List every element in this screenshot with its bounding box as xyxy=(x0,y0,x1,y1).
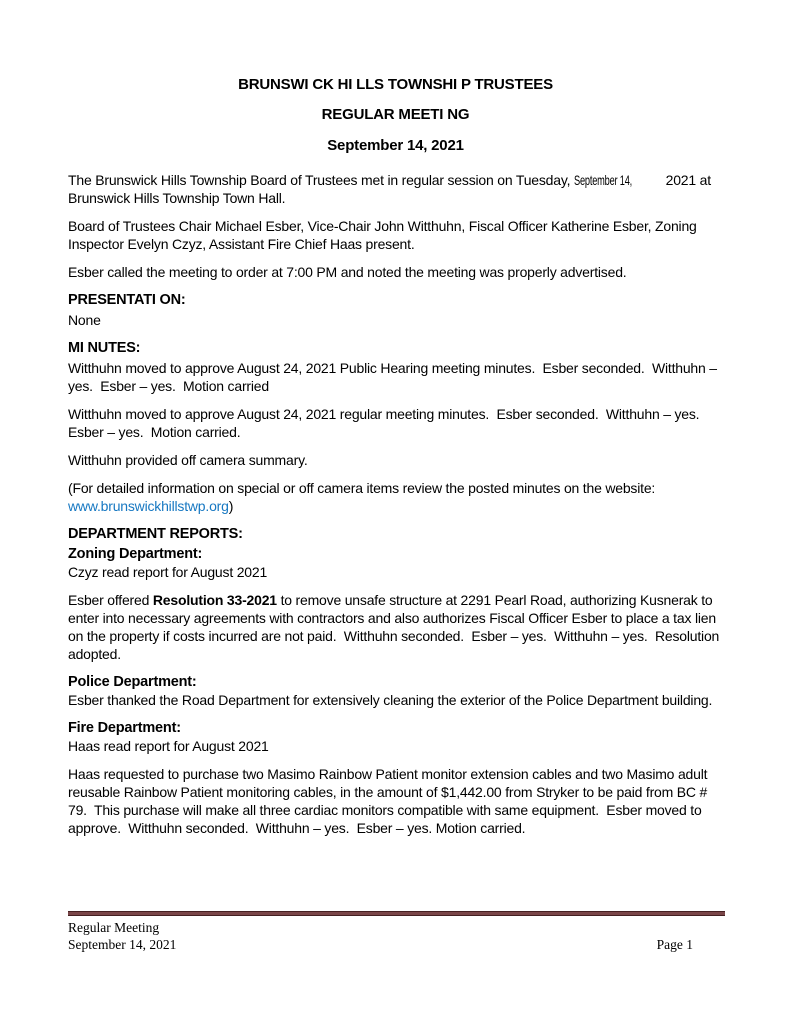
fire-purchase-paragraph: Haas requested to purchase two Masimo Rainbow Patient monitor extension cables and two Masimo adult reusable Rainbow Patient monitoring cables, in the amount of $1,442.00 from Stryker to be paid from BC # 79. This purchase will make all three cardiac monitors compatible with same equipment. Esber moved to approve. Witthuhn seconded. Witthuhn – yes. Esber – yes. Motion carried. xyxy=(68,766,712,836)
website-note-end: ) xyxy=(228,498,234,514)
footer-date: September 14, 2021 xyxy=(68,936,177,952)
footer-left-block xyxy=(68,920,176,953)
police-department-heading: Police Department: xyxy=(68,674,197,690)
regular-minutes-paragraph: Witthuhn moved to approve August 24, 2021 regular meeting minutes. Esber seconded. Witthuhn – yes. Esber – yes. Motion carried. xyxy=(68,406,707,440)
intro-compressed-date: September 14, xyxy=(574,172,633,188)
website-note-paragraph xyxy=(68,479,723,515)
footer-divider xyxy=(68,911,725,916)
document-body xyxy=(68,76,723,847)
zoning-department-heading: Zoning Department: xyxy=(68,546,203,562)
meeting-date-title: September 14, 2021 xyxy=(327,137,464,154)
minutes-heading: MI NUTES: xyxy=(68,340,141,356)
intro-text-end: 2021 at Brunswick Hills Township Town Hall. xyxy=(68,172,715,206)
presentation-body: None xyxy=(68,312,101,328)
meeting-type-title: REGULAR MEETI NG xyxy=(321,106,470,123)
zoning-resolution-end: to remove unsafe structure at 2291 Pearl Road, authorizing Kusnerak to enter into necessary agreements with contractors and also authorizes Fiscal Officer Esber to place a tax lien on the property if costs incurred are not paid. Witthuhn seconded. Esber – yes. Witthuhn – yes. Resolution adopted. xyxy=(68,592,723,662)
department-reports-heading: DEPARTMENT REPORTS: xyxy=(68,526,243,542)
zoning-resolution-start: Esber offered xyxy=(68,592,153,608)
fire-report-paragraph: Haas read report for August 2021 xyxy=(68,738,269,754)
attendees-paragraph: Board of Trustees Chair Michael Esber, Vice-Chair John Witthuhn, Fiscal Officer Katherine Esber, Zoning Inspector Evelyn Czyz, Assistant Fire Chief Haas present. xyxy=(68,218,701,252)
footer-meeting-type: Regular Meeting xyxy=(68,920,160,935)
zoning-resolution-paragraph xyxy=(68,591,723,663)
footer-page-number: Page 1 xyxy=(656,936,693,952)
presentation-heading: PRESENTATI ON: xyxy=(68,292,186,308)
resolution-number: Resolution 33-2021 xyxy=(152,592,277,608)
page-title: BRUNSWI CK HI LLS TOWNSHI P TRUSTEES xyxy=(238,76,553,93)
intro-text-start: The Brunswick Hills Township Board of Trustees met in regular session on Tuesday, xyxy=(68,172,574,188)
document-footer xyxy=(68,920,723,953)
zoning-report-paragraph: Czyz read report for August 2021 xyxy=(68,564,268,580)
call-to-order-paragraph: Esber called the meeting to order at 7:00 PM and noted the meeting was properly advertised. xyxy=(68,264,627,280)
intro-paragraph xyxy=(68,171,723,207)
off-camera-summary-paragraph: Witthuhn provided off camera summary. xyxy=(68,452,308,468)
website-link[interactable]: www.brunswickhillstwp.org xyxy=(68,498,229,514)
police-paragraph: Esber thanked the Road Department for extensively cleaning the exterior of the Police Department building. xyxy=(68,692,713,708)
fire-department-heading: Fire Department: xyxy=(68,720,181,736)
website-note-start: (For detailed information on special or off camera items review the posted minutes on the website: xyxy=(68,480,659,496)
public-hearing-minutes-paragraph: Witthuhn moved to approve August 24, 2021 Public Hearing meeting minutes. Esber seconded. Witthuhn – yes. Esber – yes. Motion carried xyxy=(68,360,721,394)
